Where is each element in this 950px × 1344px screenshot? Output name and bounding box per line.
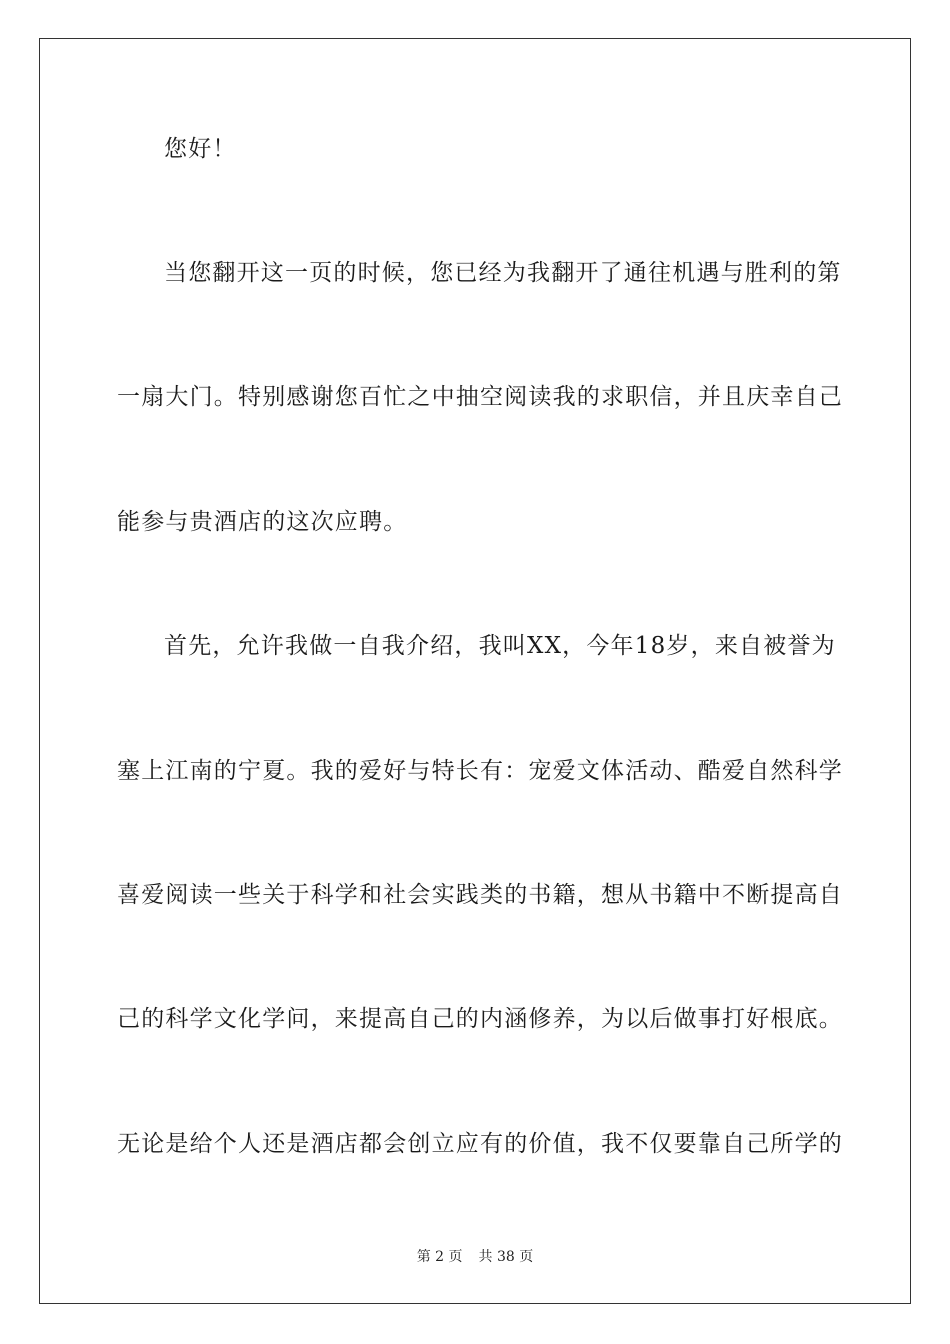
paragraph-line: 无论是给个人还是酒店都会创立应有的价值，我不仅要靠自己所学的 xyxy=(117,1131,843,1157)
page-footer xyxy=(0,1248,950,1266)
page-border xyxy=(39,38,911,1304)
greeting-line: 您好！ xyxy=(164,136,237,162)
paragraph-line: 当您翻开这一页的时候，您已经为我翻开了通往机遇与胜利的第 xyxy=(164,260,842,286)
paragraph-line: 己的科学文化学问，来提高自己的内涵修养，为以后做事打好根底。 xyxy=(117,1006,843,1032)
page-number: 第 2 页 xyxy=(416,1249,463,1265)
paragraph-line: 一扇大门。特别感谢您百忙之中抽空阅读我的求职信，并且庆幸自己 xyxy=(117,384,843,410)
paragraph-line: 喜爱阅读一些关于科学和社会实践类的书籍，想从书籍中不断提高自 xyxy=(117,882,843,908)
page-total: 共 38 页 xyxy=(478,1249,534,1265)
paragraph-line: 塞上江南的宁夏。我的爱好与特长有：宠爱文体活动、酷爱自然科学 xyxy=(117,758,843,784)
paragraph-line: 能参与贵酒店的这次应聘。 xyxy=(117,509,408,535)
paragraph-line: 首先，允许我做一自我介绍，我叫XX，今年18岁，来自被誉为 xyxy=(164,633,836,659)
